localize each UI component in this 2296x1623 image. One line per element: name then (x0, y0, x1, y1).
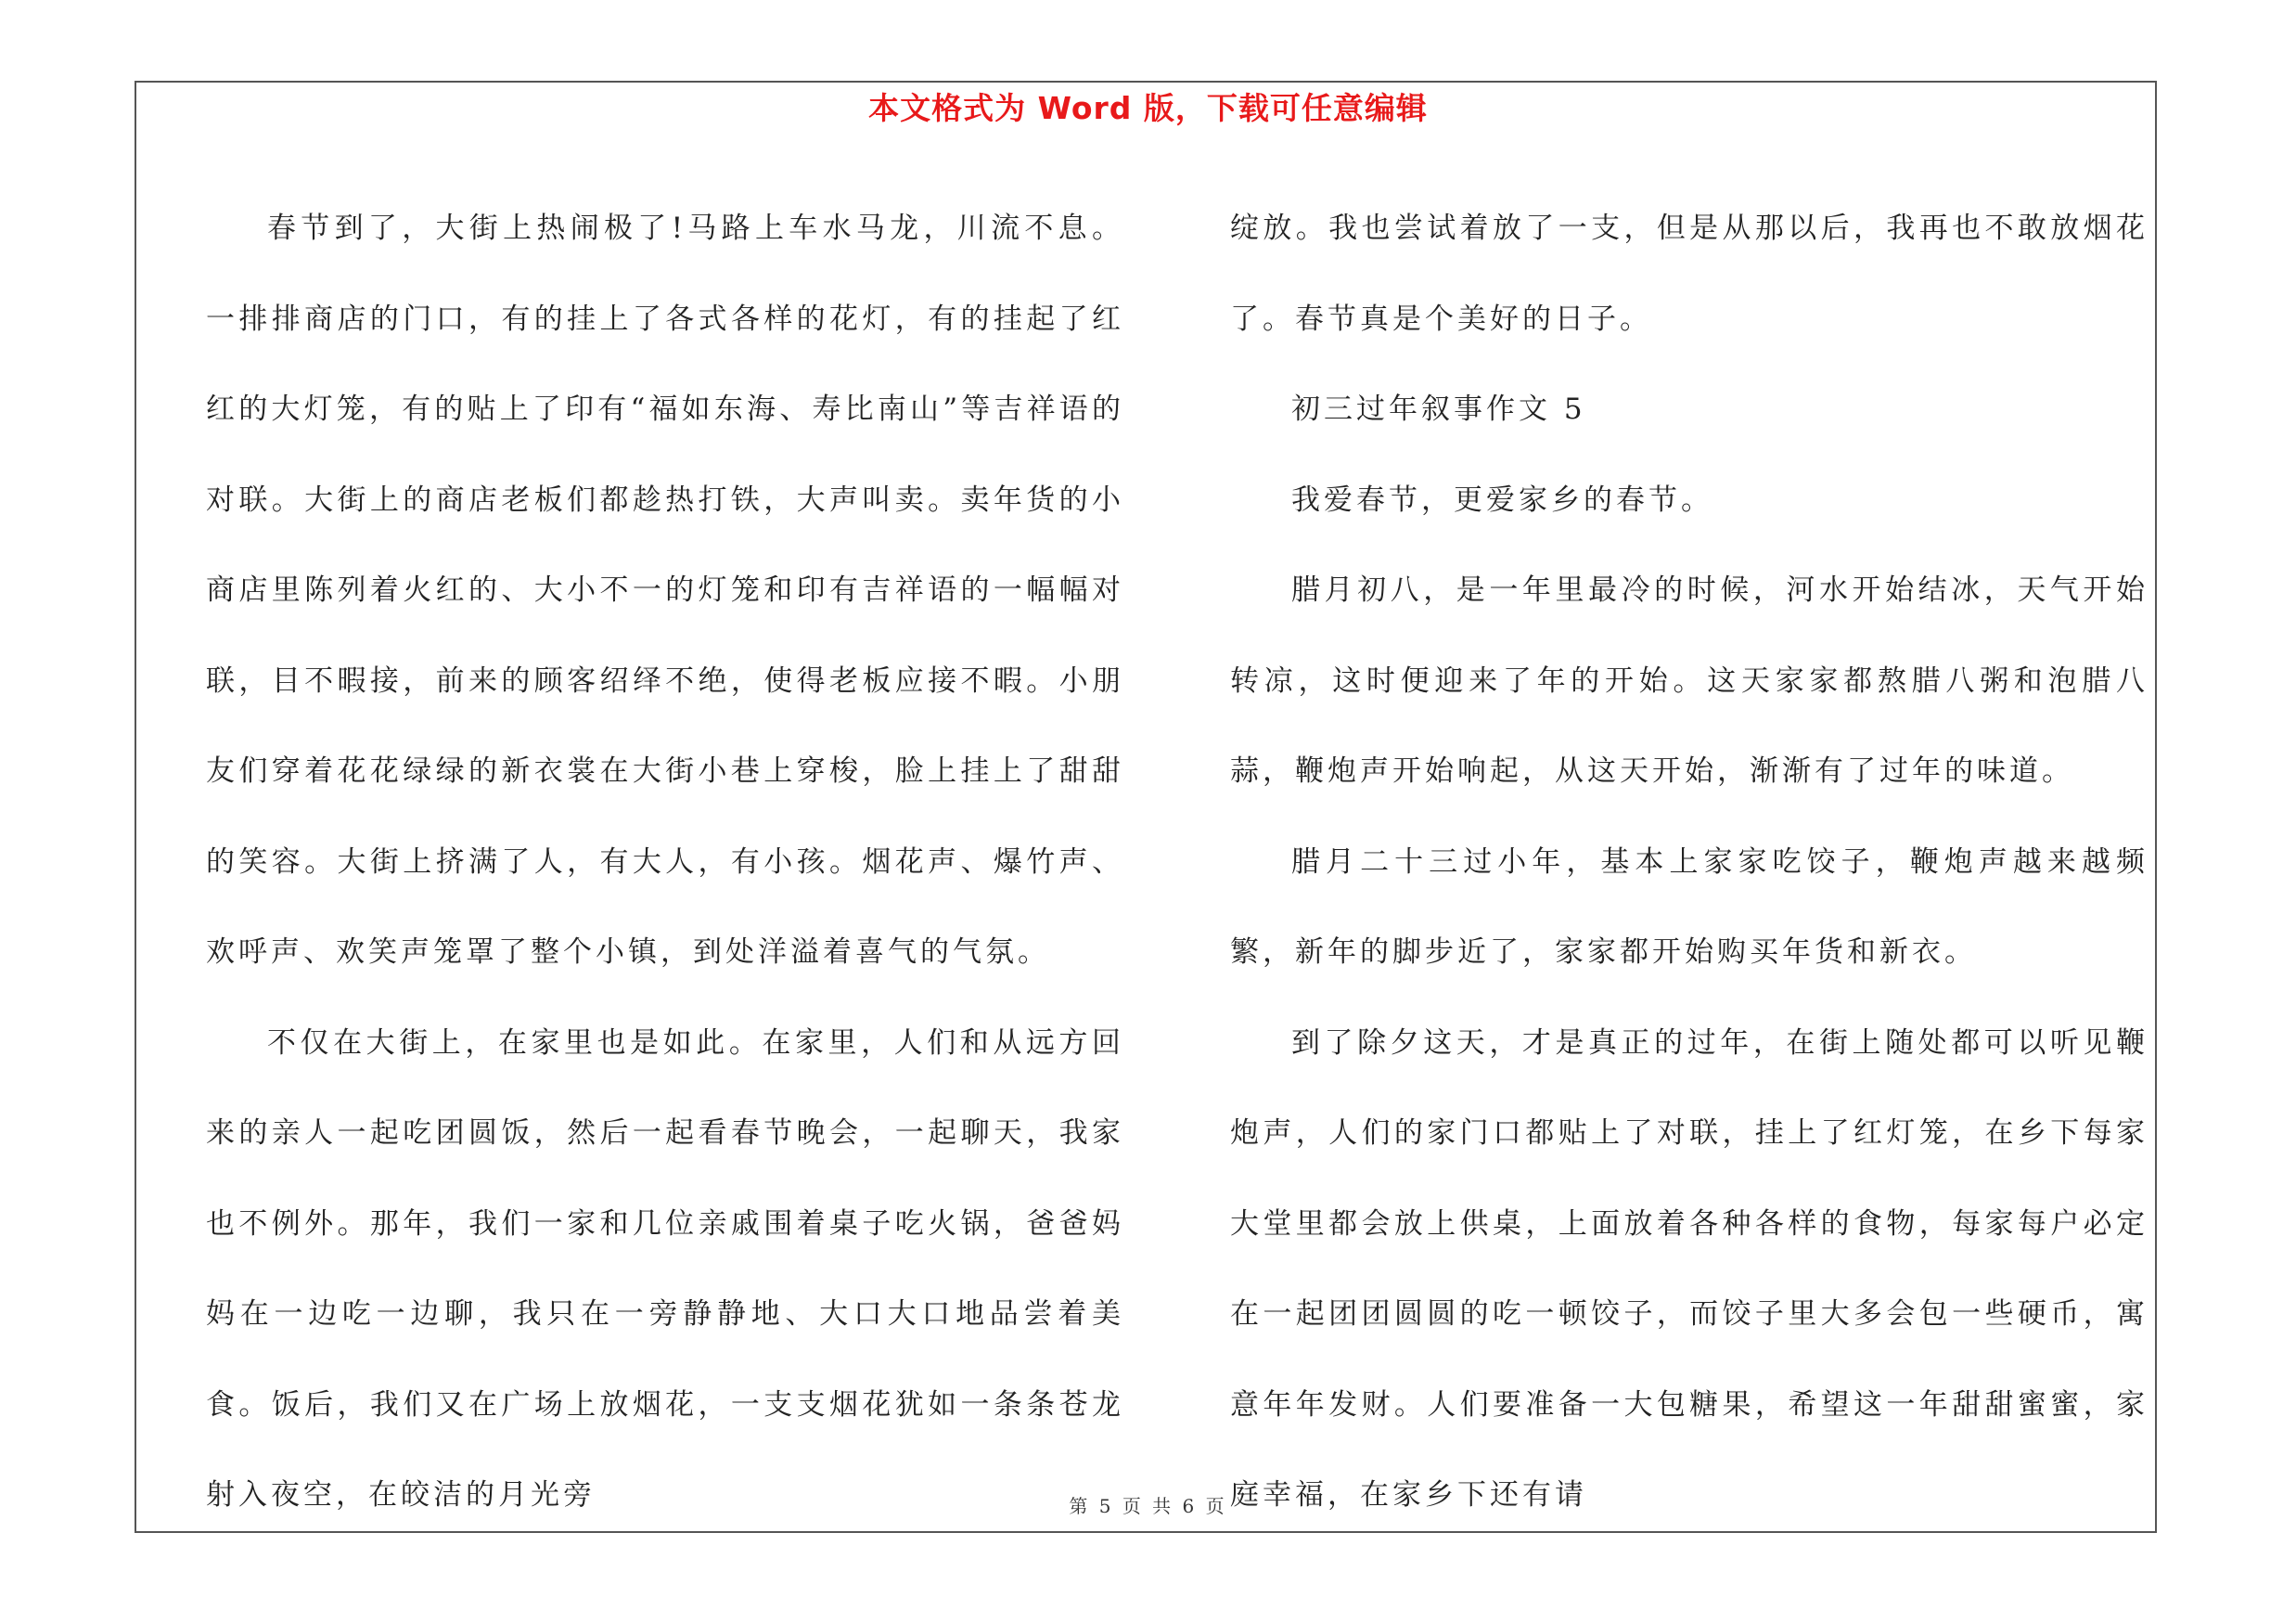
document-header: 本文格式为 Word 版，下载可任意编辑 (868, 90, 1428, 126)
paragraph: 腊月二十三过小年，基本上家家吃饺子，鞭炮声越来越频繁，新年的脚步近了，家家都开始购买年货和新衣。 (1230, 844, 2148, 969)
section-heading: 初三过年叙事作文 5 (1291, 393, 1586, 426)
left-column (206, 184, 1124, 1541)
paragraph-continued: 绽放。我也尝试着放了一支，但是从那以后，我再也不敢放烟花了。春节真是个美好的日子。 (1230, 212, 2148, 336)
paragraph: 我爱春节，更爱家乡的春节。 (1291, 483, 1713, 517)
paragraph: 腊月初八，是一年里最冷的时候，河水开始结冰，天气开始转凉，这时便迎来了年的开始。这天家家都熬腊八粥和泡腊八蒜，鞭炮声开始响起，从这天开始，渐渐有了过年的味道。 (1230, 573, 2148, 788)
paragraph: 到了除夕这天，才是真正的过年，在街上随处都可以听见鞭炮声，人们的家门口都贴上了对联，挂上了红灯笼，在乡下每家大堂里都会放上供桌，上面放着各种各样的食物，每家每户必定在一起团团圆圆的吃一顿饺子，而饺子里大多会包一些硬币，寓意年年发财。人们要准备一大包糖果，希望这一年甜甜蜜蜜，家庭幸福，在家乡下还有请 (1230, 1025, 2148, 1512)
page-number: 第 5 页 共 6 页 (1069, 1495, 1227, 1517)
paragraph: 不仅在大街上，在家里也是如此。在家里，人们和从远方回来的亲人一起吃团圆饭，然后一起看春节晚会，一起聊天，我家也不例外。那年，我们一家和几位亲戚围着桌子吃火锅，爸爸妈妈在一边吃一边聊，我只在一旁静静地、大口大口地品尝着美食。饭后，我们又在广场上放烟花，一支支烟花犹如一条条苍龙射入夜空，在皎洁的月光旁 (206, 1025, 1124, 1512)
paragraph: 春节到了，大街上热闹极了!马路上车水马龙，川流不息。一排排商店的门口，有的挂上了各式各样的花灯，有的挂起了红红的大灯笼，有的贴上了印有“福如东海、寿比南山”等吉祥语的对联。大街上的商店老板们都趁热打铁，大声叫卖。卖年货的小商店里陈列着火红的、大小不一的灯笼和印有吉祥语的一幅幅对联，目不暇接，前来的顾客绍绎不绝，使得老板应接不暇。小朋友们穿着花花绿绿的新衣裳在大街小巷上穿梭，脸上挂上了甜甜的笑容。大街上挤满了人，有大人，有小孩。烟花声、爆竹声、欢呼声、欢笑声笼罩了整个小镇，到处洋溢着喜气的气氛。 (206, 212, 1124, 969)
right-column (1230, 184, 2148, 1541)
